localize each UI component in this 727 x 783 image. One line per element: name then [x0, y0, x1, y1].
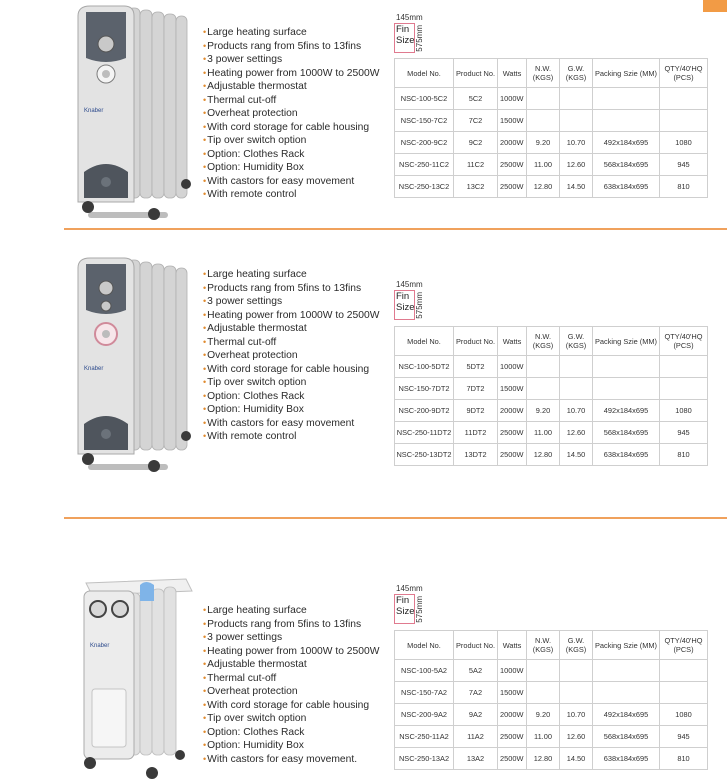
cell-nw: 9.20 — [527, 132, 560, 154]
cell-product: 13DT2 — [454, 444, 498, 466]
cell-watts: 2000W — [498, 400, 527, 422]
table-row — [395, 444, 708, 466]
feature-item: • Heating power from 1000W to 2500W — [203, 645, 379, 659]
cell-model: NSC-200-9DT2 — [395, 400, 454, 422]
table-row — [395, 356, 708, 378]
header-watts: Watts — [498, 631, 527, 660]
cell-nw: 12.80 — [527, 176, 560, 198]
cell-watts: 2500W — [498, 176, 527, 198]
feature-item: • Products rang from 5fins to 13fins — [203, 282, 379, 296]
cell-gw — [560, 378, 593, 400]
header-product: Product No. — [454, 327, 498, 356]
cell-model: NSC-150-7DT2 — [395, 378, 454, 400]
cell-qty — [660, 356, 708, 378]
cell-model: NSC-150-7C2 — [395, 110, 454, 132]
cell-nw: 9.20 — [527, 704, 560, 726]
cell-qty: 945 — [660, 422, 708, 444]
feature-item: • Tip over switch option — [203, 134, 379, 148]
cell-gw: 10.70 — [560, 704, 593, 726]
cell-nw — [527, 378, 560, 400]
cell-qty: 945 — [660, 154, 708, 176]
cell-qty: 810 — [660, 176, 708, 198]
cell-qty — [660, 378, 708, 400]
feature-item: • Option: Humidity Box — [203, 161, 379, 175]
table-row — [395, 660, 708, 682]
feature-item: • Option: Clothes Rack — [203, 726, 379, 740]
fin-label: Fin — [396, 291, 410, 302]
cell-packing: 638x184x695 — [593, 748, 660, 770]
product-section-3 — [0, 519, 727, 783]
feature-item: • With remote control — [203, 430, 379, 444]
cell-qty — [660, 660, 708, 682]
fin-size-diagram — [394, 584, 434, 626]
product-section-2 — [0, 230, 727, 517]
feature-item: • Adjustable thermostat — [203, 80, 379, 94]
cell-watts: 2500W — [498, 444, 527, 466]
cell-nw — [527, 660, 560, 682]
feature-item: • Heating power from 1000W to 2500W — [203, 67, 379, 81]
product-section-1 — [0, 0, 727, 228]
header-packing: Packing Szie (MM) — [593, 327, 660, 356]
cell-product: 11A2 — [454, 726, 498, 748]
header-nw: N.W. (KGS) — [527, 327, 560, 356]
table-row — [395, 110, 708, 132]
cell-nw: 12.80 — [527, 748, 560, 770]
header-product: Product No. — [454, 59, 498, 88]
cell-product: 13C2 — [454, 176, 498, 198]
fin-height: 575mm — [415, 596, 424, 623]
fin-height: 575mm — [415, 292, 424, 319]
cell-packing — [593, 378, 660, 400]
cell-model: NSC-100-5A2 — [395, 660, 454, 682]
cell-watts: 1500W — [498, 110, 527, 132]
cell-watts: 2500W — [498, 726, 527, 748]
cell-packing: 638x184x695 — [593, 176, 660, 198]
cell-watts: 1000W — [498, 88, 527, 110]
cell-product: 7A2 — [454, 682, 498, 704]
table-row — [395, 88, 708, 110]
header-gw: G.W. (KGS) — [560, 327, 593, 356]
feature-list-1 — [203, 26, 379, 202]
cell-model: NSC-100-5DT2 — [395, 356, 454, 378]
cell-watts: 2500W — [498, 422, 527, 444]
size-label: Size — [396, 606, 415, 617]
cell-gw: 14.50 — [560, 748, 593, 770]
cell-nw: 11.00 — [527, 422, 560, 444]
cell-qty: 810 — [660, 748, 708, 770]
cell-model: NSC-150-7A2 — [395, 682, 454, 704]
feature-list-2 — [203, 268, 379, 444]
cell-watts: 2500W — [498, 748, 527, 770]
cell-qty: 1080 — [660, 132, 708, 154]
heater-image-3 — [76, 569, 204, 781]
cell-product: 11C2 — [454, 154, 498, 176]
header-gw: G.W. (KGS) — [560, 631, 593, 660]
feature-item: • With castors for easy movement. — [203, 753, 379, 767]
table-row — [395, 422, 708, 444]
cell-model: NSC-200-9C2 — [395, 132, 454, 154]
fin-size-box — [394, 594, 415, 624]
cell-qty: 945 — [660, 726, 708, 748]
feature-item: • With castors for easy movement — [203, 175, 379, 189]
header-gw: G.W. (KGS) — [560, 59, 593, 88]
cell-gw: 14.50 — [560, 444, 593, 466]
cell-product: 9C2 — [454, 132, 498, 154]
cell-packing — [593, 356, 660, 378]
fin-label: Fin — [396, 24, 410, 35]
cell-packing: 638x184x695 — [593, 444, 660, 466]
cell-gw: 12.60 — [560, 726, 593, 748]
cell-nw: 9.20 — [527, 400, 560, 422]
cell-product: 5A2 — [454, 660, 498, 682]
feature-item: • With cord storage for cable housing — [203, 121, 379, 135]
table-header-row — [395, 59, 708, 88]
cell-gw: 14.50 — [560, 176, 593, 198]
header-qty: QTY/40'HQ (PCS) — [660, 327, 708, 356]
cell-packing — [593, 110, 660, 132]
feature-item: • Products rang from 5fins to 13fins — [203, 618, 379, 632]
spec-table-2 — [394, 326, 708, 466]
feature-list-3 — [203, 604, 379, 766]
feature-item: • With castors for easy movement — [203, 417, 379, 431]
cell-qty: 1080 — [660, 704, 708, 726]
cell-gw: 10.70 — [560, 400, 593, 422]
feature-item: • 3 power settings — [203, 295, 379, 309]
header-model: Model No. — [395, 631, 454, 660]
cell-product: 5DT2 — [454, 356, 498, 378]
feature-item: • Option: Clothes Rack — [203, 390, 379, 404]
feature-item: • Tip over switch option — [203, 376, 379, 390]
cell-nw — [527, 682, 560, 704]
cell-gw — [560, 110, 593, 132]
cell-watts: 1500W — [498, 378, 527, 400]
cell-model: NSC-200-9A2 — [395, 704, 454, 726]
feature-item: • Large heating surface — [203, 604, 379, 618]
cell-gw — [560, 682, 593, 704]
header-nw: N.W. (KGS) — [527, 631, 560, 660]
feature-item: • Option: Humidity Box — [203, 739, 379, 753]
cell-watts: 1000W — [498, 660, 527, 682]
cell-product: 13A2 — [454, 748, 498, 770]
cell-gw: 12.60 — [560, 422, 593, 444]
feature-item: • Overheat protection — [203, 349, 379, 363]
cell-gw — [560, 660, 593, 682]
table-row — [395, 154, 708, 176]
cell-nw: 11.00 — [527, 726, 560, 748]
header-watts: Watts — [498, 59, 527, 88]
cell-gw: 10.70 — [560, 132, 593, 154]
table-row — [395, 176, 708, 198]
cell-qty — [660, 110, 708, 132]
fin-width: 145mm — [396, 13, 423, 22]
header-packing: Packing Szie (MM) — [593, 631, 660, 660]
feature-item: • Thermal cut-off — [203, 336, 379, 350]
spec-table-1 — [394, 58, 708, 198]
cell-nw: 11.00 — [527, 154, 560, 176]
cell-watts: 2000W — [498, 704, 527, 726]
cell-watts: 2500W — [498, 154, 527, 176]
cell-watts: 1500W — [498, 682, 527, 704]
cell-watts: 2000W — [498, 132, 527, 154]
feature-item: • 3 power settings — [203, 53, 379, 67]
cell-packing: 568x184x695 — [593, 154, 660, 176]
svg-text:Knaber: Knaber — [90, 643, 110, 649]
header-watts: Watts — [498, 327, 527, 356]
cell-nw: 12.80 — [527, 444, 560, 466]
cell-product: 9A2 — [454, 704, 498, 726]
fin-label: Fin — [396, 595, 410, 606]
feature-item: • Thermal cut-off — [203, 672, 379, 686]
cell-model: NSC-250-11A2 — [395, 726, 454, 748]
heater-image-2 — [74, 254, 202, 476]
cell-product: 7DT2 — [454, 378, 498, 400]
cell-packing — [593, 682, 660, 704]
feature-item: • Adjustable thermostat — [203, 658, 379, 672]
cell-product: 9DT2 — [454, 400, 498, 422]
cell-model: NSC-250-11DT2 — [395, 422, 454, 444]
feature-item: • Option: Clothes Rack — [203, 148, 379, 162]
feature-item: • With cord storage for cable housing — [203, 363, 379, 377]
cell-product: 5C2 — [454, 88, 498, 110]
header-model: Model No. — [395, 327, 454, 356]
fin-width: 145mm — [396, 280, 423, 289]
cell-qty — [660, 682, 708, 704]
table-row — [395, 378, 708, 400]
table-row — [395, 726, 708, 748]
heater-image-1 — [74, 2, 202, 224]
feature-item: • With cord storage for cable housing — [203, 699, 379, 713]
fin-size-box — [394, 290, 415, 320]
cell-qty: 1080 — [660, 400, 708, 422]
cell-packing — [593, 88, 660, 110]
feature-item: • Overheat protection — [203, 685, 379, 699]
table-row — [395, 704, 708, 726]
cell-packing: 492x184x695 — [593, 704, 660, 726]
feature-item: • Large heating surface — [203, 268, 379, 282]
size-label: Size — [396, 302, 415, 313]
header-nw: N.W. (KGS) — [527, 59, 560, 88]
cell-gw — [560, 88, 593, 110]
cell-product: 7C2 — [454, 110, 498, 132]
cell-model: NSC-250-11C2 — [395, 154, 454, 176]
header-product: Product No. — [454, 631, 498, 660]
feature-item: • 3 power settings — [203, 631, 379, 645]
feature-item: • Thermal cut-off — [203, 94, 379, 108]
table-header-row — [395, 631, 708, 660]
fin-size-diagram — [394, 13, 434, 55]
cell-product: 11DT2 — [454, 422, 498, 444]
fin-size-diagram — [394, 280, 434, 322]
cell-packing: 568x184x695 — [593, 726, 660, 748]
fin-height: 575mm — [415, 25, 424, 52]
table-row — [395, 132, 708, 154]
cell-packing: 492x184x695 — [593, 132, 660, 154]
cell-model: NSC-250-13DT2 — [395, 444, 454, 466]
cell-model: NSC-250-13A2 — [395, 748, 454, 770]
feature-item: • Tip over switch option — [203, 712, 379, 726]
feature-item: • Overheat protection — [203, 107, 379, 121]
table-row — [395, 748, 708, 770]
header-qty: QTY/40'HQ (PCS) — [660, 631, 708, 660]
fin-width: 145mm — [396, 584, 423, 593]
cell-packing — [593, 660, 660, 682]
fin-size-box — [394, 23, 415, 53]
cell-qty — [660, 88, 708, 110]
feature-item: • Option: Humidity Box — [203, 403, 379, 417]
cell-model: NSC-100-5C2 — [395, 88, 454, 110]
header-packing: Packing Szie (MM) — [593, 59, 660, 88]
size-label: Size — [396, 35, 415, 46]
header-qty: QTY/40'HQ (PCS) — [660, 59, 708, 88]
table-row — [395, 682, 708, 704]
cell-gw — [560, 356, 593, 378]
cell-nw — [527, 356, 560, 378]
cell-qty: 810 — [660, 444, 708, 466]
spec-table-3 — [394, 630, 708, 770]
svg-text:Knaber: Knaber — [84, 366, 104, 372]
svg-text:Knaber: Knaber — [84, 108, 104, 114]
feature-item: • With remote control — [203, 188, 379, 202]
feature-item: • Large heating surface — [203, 26, 379, 40]
cell-packing: 492x184x695 — [593, 400, 660, 422]
table-row — [395, 400, 708, 422]
cell-packing: 568x184x695 — [593, 422, 660, 444]
cell-gw: 12.60 — [560, 154, 593, 176]
table-header-row — [395, 327, 708, 356]
feature-item: • Products rang from 5fins to 13fins — [203, 40, 379, 54]
header-model: Model No. — [395, 59, 454, 88]
cell-nw — [527, 88, 560, 110]
feature-item: • Adjustable thermostat — [203, 322, 379, 336]
cell-model: NSC-250-13C2 — [395, 176, 454, 198]
cell-nw — [527, 110, 560, 132]
cell-watts: 1000W — [498, 356, 527, 378]
feature-item: • Heating power from 1000W to 2500W — [203, 309, 379, 323]
